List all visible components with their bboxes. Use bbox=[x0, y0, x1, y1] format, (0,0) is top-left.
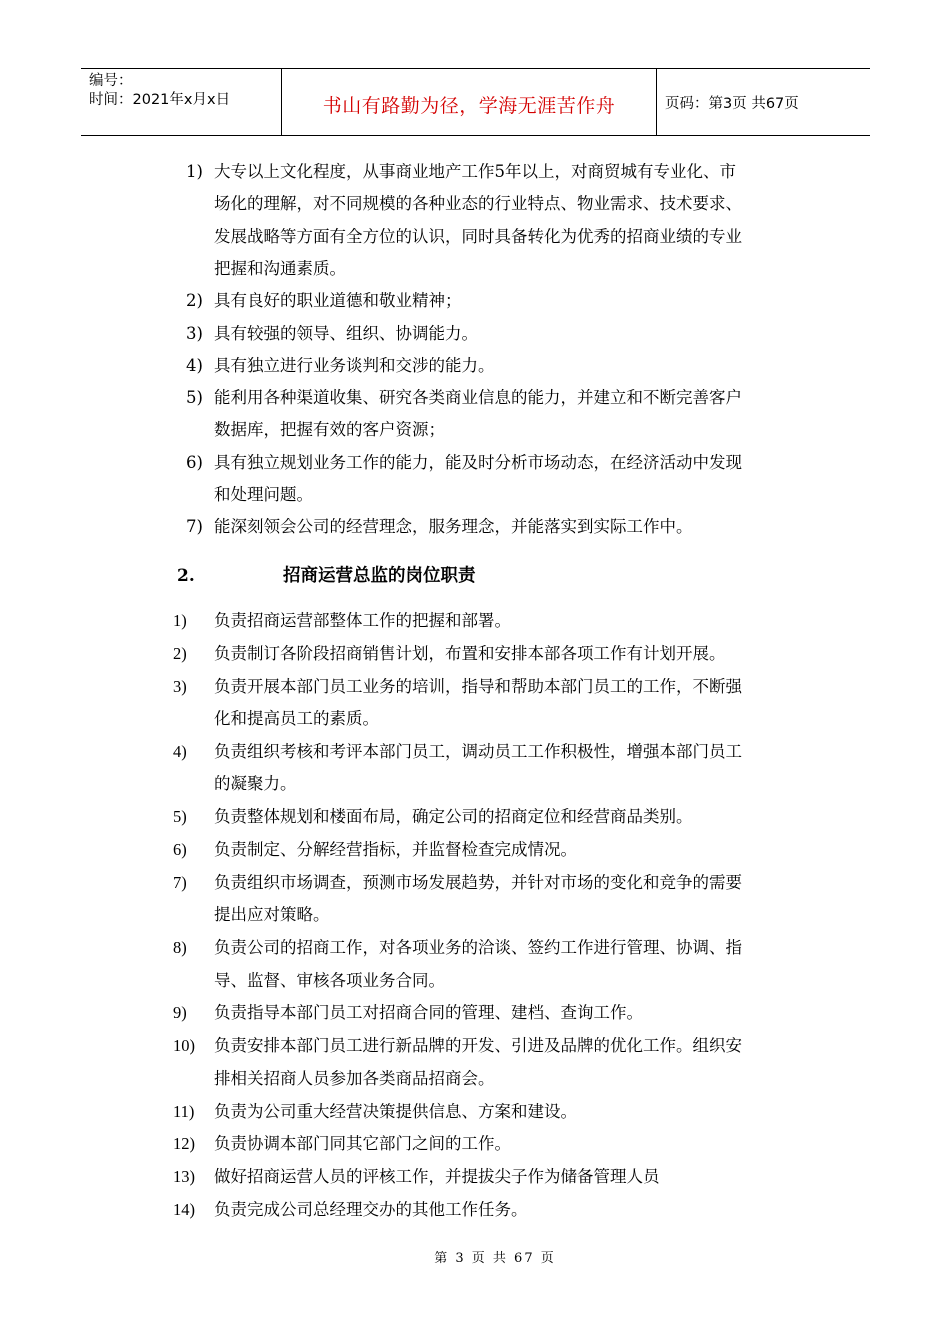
list-item-text: 具有独立规划业务工作的能力，能及时分析市场动态，在经济活动中发现 bbox=[214, 452, 742, 472]
list-item-text: 发展战略等方面有全方位的认识，同时具备转化为优秀的招商业绩的专业 bbox=[214, 226, 742, 246]
list-item-text: 负责组织市场调查，预测市场发展趋势，并针对市场的变化和竞争的需要 bbox=[214, 873, 742, 892]
list-item-number: 7) bbox=[186, 517, 203, 537]
list-item-text: 负责组织考核和考评本部门员工，调动员工工作积极性，增强本部门员工 bbox=[214, 742, 742, 761]
list-item-number: 13) bbox=[173, 1167, 195, 1187]
list-item-text: 把握和沟通素质。 bbox=[214, 258, 346, 278]
list-item-number: 3) bbox=[186, 323, 203, 343]
list-item-number: 4) bbox=[186, 355, 203, 375]
list-item-number: 2) bbox=[173, 643, 187, 663]
section-title: 招商运营总监的岗位职责 bbox=[283, 566, 476, 586]
list-item-text: 负责安排本部门员工进行新品牌的开发、引进及品牌的优化工作。组织安 bbox=[214, 1036, 742, 1056]
list-item-number: 4) bbox=[173, 742, 187, 761]
list-item-text: 能利用各种渠道收集、研究各类商业信息的能力，并建立和不断完善客户 bbox=[214, 388, 742, 408]
header-time-label: 时间：2021年x月x日 bbox=[89, 92, 231, 108]
list-item-number: 1) bbox=[186, 162, 203, 181]
list-item-number: 9) bbox=[173, 1003, 187, 1023]
page-footer: 第 3 页 共 67 页 bbox=[434, 1251, 556, 1266]
list-item-text: 导、监督、审核各项业务合同。 bbox=[214, 970, 445, 990]
list-item-text: 负责为公司重大经营决策提供信息、方案和建设。 bbox=[214, 1101, 577, 1121]
list-item-text: 负责协调本部门同其它部门之间的工作。 bbox=[214, 1134, 511, 1154]
list-item-number: 6) bbox=[173, 840, 187, 860]
list-item-number: 5) bbox=[173, 807, 187, 827]
header-page-info: 页码：第3页 共67页 bbox=[665, 95, 799, 112]
list-item-number: 11) bbox=[173, 1101, 195, 1121]
list-item-number: 8) bbox=[173, 938, 187, 958]
list-item-number: 12) bbox=[173, 1134, 195, 1154]
list-item-number: 7) bbox=[173, 873, 187, 892]
list-item-text: 负责完成公司总经理交办的其他工作任务。 bbox=[214, 1200, 528, 1220]
list-item-text: 数据库，把握有效的客户资源； bbox=[214, 420, 445, 440]
list-item-number: 1) bbox=[173, 611, 187, 630]
list-item-number: 5) bbox=[186, 388, 203, 408]
list-item-text: 负责指导本部门员工对招商合同的管理、建档、查询工作。 bbox=[214, 1003, 643, 1023]
list-item-text: 负责开展本部门员工业务的培训，指导和帮助本部门员工的工作，不断强 bbox=[214, 676, 742, 696]
document-header bbox=[81, 68, 870, 136]
list-item-text: 具有较强的领导、组织、协调能力。 bbox=[214, 323, 478, 343]
list-item-text: 大专以上文化程度，从事商业地产工作5年以上，对商贸城有专业化、市 bbox=[214, 162, 736, 181]
list-item-text: 负责制订各阶段招商销售计划，布置和安排本部各项工作有计划开展。 bbox=[214, 643, 726, 663]
list-item-text: 负责招商运营部整体工作的把握和部署。 bbox=[214, 611, 511, 630]
list-item-text: 负责公司的招商工作，对各项业务的洽谈、签约工作进行管理、协调、指 bbox=[214, 938, 742, 958]
section-number: 2. bbox=[177, 566, 195, 586]
header-number-label: 编号： bbox=[89, 73, 133, 89]
header-motto: 书山有路勤为径，学海无涯苦作舟 bbox=[282, 69, 657, 135]
list-item-number: 14) bbox=[173, 1200, 195, 1220]
list-item-text: 具有独立进行业务谈判和交涉的能力。 bbox=[214, 355, 495, 375]
list-item-number: 6) bbox=[186, 452, 203, 472]
list-item-text: 具有良好的职业道德和敬业精神； bbox=[214, 291, 462, 311]
list-item-text: 做好招商运营人员的评核工作，并提拔尖子作为储备管理人员 bbox=[214, 1167, 660, 1187]
list-item-text: 排相关招商人员参加各类商品招商会。 bbox=[214, 1068, 495, 1088]
list-item-number: 2) bbox=[186, 291, 203, 311]
list-item-text: 化和提高员工的素质。 bbox=[214, 709, 379, 729]
list-item-number: 10) bbox=[173, 1036, 195, 1056]
list-item-text: 负责制定、分解经营指标，并监督检查完成情况。 bbox=[214, 840, 577, 860]
list-item-text: 和处理问题。 bbox=[214, 485, 313, 504]
list-item-number: 3) bbox=[173, 676, 187, 696]
list-item-text: 场化的理解，对不同规模的各种业态的行业特点、物业需求、技术要求、 bbox=[214, 194, 742, 214]
header-meta bbox=[81, 69, 282, 135]
list-item-text: 能深刻领会公司的经营理念，服务理念，并能落实到实际工作中。 bbox=[214, 517, 693, 537]
list-item-text: 的凝聚力。 bbox=[214, 774, 297, 794]
list-item-text: 负责整体规划和楼面布局，确定公司的招商定位和经营商品类别。 bbox=[214, 807, 693, 827]
list-item-text: 提出应对策略。 bbox=[214, 905, 330, 925]
